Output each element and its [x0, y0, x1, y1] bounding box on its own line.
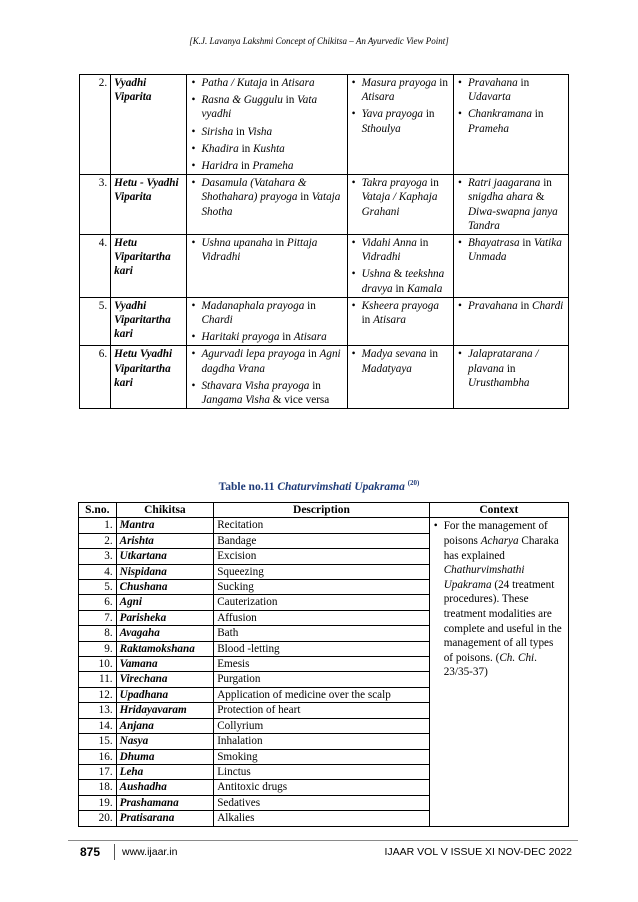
- bullet-text: in: [416, 237, 429, 250]
- bullet-item: [190, 93, 343, 121]
- running-header: [K.J. Lavanya Lakshmi Concept of Chikitsa – An Ayurvedic View Point]: [189, 36, 449, 46]
- header-chikitsa: Chikitsa: [116, 503, 214, 518]
- table-row: [80, 175, 569, 235]
- bullet-text: Haridra: [201, 160, 239, 173]
- bullet-text: in: [304, 299, 316, 312]
- context-cell: [429, 518, 568, 826]
- example-cell: [187, 175, 347, 235]
- bullet-text: Vataja / Kaphaja Grahani: [361, 191, 438, 218]
- chikitsa-description: Collyrium: [214, 718, 430, 733]
- bullet-text: Pravahana: [467, 299, 518, 312]
- bullet-text: Ratri jaagarana: [467, 177, 541, 190]
- bullet-text: Ushna: [361, 268, 391, 281]
- serial-number: 19.: [79, 795, 117, 810]
- chikitsa-description: Sucking: [214, 580, 430, 595]
- serial-number: 5.: [79, 580, 117, 595]
- page-footer: [68, 840, 578, 865]
- chikitsa-description: Inhalation: [214, 734, 430, 749]
- chikitsa-description: Linctus: [214, 764, 430, 779]
- serial-number: 4.: [79, 564, 117, 579]
- bullet-text: Madatyaya: [361, 362, 412, 375]
- chikitsa-description: Squeezing: [214, 564, 430, 579]
- bullet-item: [457, 176, 565, 233]
- bullet-text: teekshna dravya: [361, 268, 445, 295]
- bullet-item: [433, 519, 565, 680]
- context-text: . 23/35-37): [443, 651, 537, 679]
- bullet-text: Haritaki prayoga: [201, 331, 280, 344]
- bullet-list: [351, 236, 450, 296]
- bullet-text: Vatika Unmada: [467, 237, 562, 264]
- bullet-text: Urusthambha: [467, 376, 530, 389]
- bullet-text: Rasna & Guggulu: [201, 94, 283, 107]
- bullet-text: Vata vyadhi: [201, 94, 318, 121]
- example-cell: [453, 175, 568, 235]
- context-text: Ch. Chi: [499, 651, 535, 664]
- serial-number: 3.: [79, 549, 117, 564]
- serial-number: 14.: [79, 718, 117, 733]
- chikitsa-name: Nispidana: [116, 564, 214, 579]
- example-cell: [347, 297, 453, 346]
- bullet-item: [190, 159, 343, 173]
- bullet-text: Khadira: [201, 142, 239, 155]
- example-cell: [453, 297, 568, 346]
- header-description: Description: [214, 503, 430, 518]
- bullet-item: [351, 76, 450, 104]
- bullet-list: [457, 347, 565, 390]
- context-text: Charaka has explained: [443, 535, 559, 562]
- footer-divider: [114, 844, 115, 860]
- bullet-item: [190, 299, 343, 327]
- bullet-list: [351, 76, 450, 136]
- bullet-text: Atisara: [293, 331, 327, 344]
- serial-number: 13.: [79, 703, 117, 718]
- bullet-item: [457, 107, 565, 135]
- bullet-text: in: [540, 177, 552, 190]
- bullet-list: [190, 76, 343, 173]
- table-row: [79, 518, 569, 533]
- bullet-text: in: [361, 314, 374, 327]
- bullet-list: [190, 236, 343, 264]
- bullet-text: Udavarta: [467, 91, 511, 104]
- bullet-item: [457, 299, 565, 313]
- bullet-list: [351, 176, 450, 219]
- bullet-list: [190, 176, 343, 219]
- serial-number: 18.: [79, 780, 117, 795]
- bullet-text: in: [233, 125, 248, 138]
- table-caption: [0, 479, 638, 493]
- caption-prefix: Table no.11: [218, 480, 278, 493]
- chikitsa-description: Protection of heart: [214, 703, 430, 718]
- chikitsa-name: Nasya: [116, 734, 214, 749]
- example-cell: [187, 346, 347, 409]
- chikitsa-name: Virechana: [116, 672, 214, 687]
- bullet-text: Yava prayoga: [361, 108, 424, 121]
- bullet-text: Jalapratarana / plavana: [467, 348, 539, 375]
- chikitsa-name: Dhuma: [116, 749, 214, 764]
- bullet-item: [190, 330, 343, 344]
- treatment-type: Vyadhi Viparita: [111, 75, 187, 175]
- bullet-text: in: [297, 191, 312, 204]
- bullet-text: Kamala: [406, 282, 443, 295]
- chikitsa-description: Bandage: [214, 533, 430, 548]
- table-row: [80, 297, 569, 346]
- chikitsa-name: Leha: [116, 764, 214, 779]
- serial-number: 11.: [79, 672, 117, 687]
- chikitsa-description: Sedatives: [214, 795, 430, 810]
- bullet-text: &: [532, 191, 545, 204]
- row-number: 5.: [80, 297, 111, 346]
- bullet-text: Prameha: [467, 122, 509, 135]
- treatment-type: Hetu Vyadhi Viparitartha kari: [111, 346, 187, 409]
- bullet-text: in: [272, 237, 287, 250]
- example-cell: [453, 75, 568, 175]
- bullet-text: Prameha: [252, 160, 294, 173]
- journal-issue: IJAAR VOL V ISSUE XI NOV-DEC 2022: [384, 846, 572, 858]
- bullet-item: [351, 267, 450, 295]
- serial-number: 8.: [79, 626, 117, 641]
- row-number: 2.: [80, 75, 111, 175]
- chikitsa-name: Upadhana: [116, 687, 214, 702]
- bullet-text: Vidradhi: [361, 251, 401, 264]
- chikitsa-name: Vamana: [116, 657, 214, 672]
- chikitsa-description: Antitoxic drugs: [214, 780, 430, 795]
- example-cell: [453, 235, 568, 298]
- bullet-text: in: [517, 77, 530, 89]
- bullet-list: [190, 299, 343, 345]
- chikitsa-description: Affusion: [214, 610, 430, 625]
- chaturvimshati-upakrama-table: [78, 502, 569, 827]
- bullet-item: [190, 379, 343, 407]
- bullet-text: Diwa-swapna janya Tandra: [467, 205, 558, 232]
- chikitsa-name: Hridayavaram: [116, 703, 214, 718]
- bullet-text: snigdha ahara: [467, 191, 533, 204]
- bullet-list: [457, 299, 565, 313]
- header-context: Context: [429, 503, 568, 518]
- treatment-type: Vyadhi Viparitartha kari: [111, 297, 187, 346]
- bullet-text: Chankramana: [467, 108, 532, 121]
- row-number: 3.: [80, 175, 111, 235]
- bullet-text: Chardi: [531, 299, 564, 312]
- treatment-type: Hetu Viparitartha kari: [111, 235, 187, 298]
- chikitsa-description: Cauterization: [214, 595, 430, 610]
- bullet-item: [457, 76, 565, 104]
- serial-number: 6.: [79, 595, 117, 610]
- chikitsa-name: Arishta: [116, 533, 214, 548]
- bullet-text: in: [436, 77, 448, 89]
- row-number: 6.: [80, 346, 111, 409]
- bullet-text: Vidahi Anna: [361, 237, 417, 250]
- bullet-text: in: [282, 94, 298, 107]
- bullet-list: [457, 176, 565, 233]
- bullet-text: in: [309, 379, 321, 392]
- bullet-text: in: [279, 331, 294, 344]
- example-cell: [187, 235, 347, 298]
- example-cell: [187, 75, 347, 175]
- bullet-list: [351, 299, 450, 327]
- chikitsa-description: Application of medicine over the scalp: [214, 687, 430, 702]
- bullet-text: in: [426, 348, 439, 361]
- chikitsa-name: Pratisarana: [116, 811, 214, 826]
- bullet-text: Ksheera prayoga: [361, 299, 439, 312]
- example-cell: [347, 235, 453, 298]
- bullet-text: Sthoulya: [361, 122, 401, 135]
- chikitsa-name: Utkartana: [116, 549, 214, 564]
- table-row: [80, 346, 569, 409]
- chikitsa-name: Agni: [116, 595, 214, 610]
- journal-url: www.ijaar.in: [122, 846, 178, 858]
- bullet-text: Sirisha: [201, 125, 234, 138]
- bullet-text: & vice versa: [269, 394, 330, 407]
- bullet-text: Atisara: [361, 91, 395, 104]
- bullet-text: Kushta: [253, 142, 285, 155]
- table-row: [80, 75, 569, 175]
- example-cell: [347, 175, 453, 235]
- bullet-item: [190, 347, 343, 375]
- bullet-text: in: [532, 108, 544, 121]
- bullet-text: Jangama Visha: [201, 394, 270, 407]
- bullet-item: [457, 236, 565, 264]
- context-text: Chathurvimshathi Upakrama: [443, 564, 525, 591]
- caption-title: Chaturvimshati Upakrama: [277, 480, 405, 493]
- serial-number: 17.: [79, 764, 117, 779]
- chikitsa-name: Parisheka: [116, 610, 214, 625]
- bullet-item: [190, 236, 343, 264]
- bullet-list: [190, 347, 343, 407]
- chikitsa-name: Chushana: [116, 580, 214, 595]
- bullet-text: in: [519, 237, 534, 250]
- serial-number: 16.: [79, 749, 117, 764]
- serial-number: 10.: [79, 657, 117, 672]
- treatment-types-table: [79, 74, 569, 409]
- chikitsa-description: Emesis: [214, 657, 430, 672]
- chikitsa-description: Recitation: [214, 518, 430, 533]
- bullet-item: [351, 176, 450, 219]
- example-cell: [347, 75, 453, 175]
- bullet-text: in: [423, 108, 435, 121]
- context-text: Acharya: [480, 535, 519, 547]
- example-cell: [453, 346, 568, 409]
- bullet-item: [190, 176, 343, 219]
- bullet-text: Vataja Shotha: [201, 191, 341, 218]
- header-sno: S.no.: [79, 503, 117, 518]
- bullet-text: Sthavara Visha prayoga: [201, 379, 310, 392]
- table-header-row: [79, 503, 569, 518]
- bullet-text: in: [427, 177, 439, 190]
- bullet-text: in: [517, 299, 532, 312]
- bullet-text: Pittaja Vidradhi: [201, 237, 318, 264]
- bullet-text: Patha / Kutaja: [201, 77, 268, 89]
- chikitsa-name: Prashamana: [116, 795, 214, 810]
- bullet-text: &: [390, 268, 406, 281]
- bullet-text: Bhayatrasa: [467, 237, 520, 250]
- bullet-text: in: [238, 142, 254, 155]
- bullet-item: [351, 299, 450, 327]
- chikitsa-name: Anjana: [116, 718, 214, 733]
- serial-number: 15.: [79, 734, 117, 749]
- chikitsa-description: Smoking: [214, 749, 430, 764]
- example-cell: [187, 297, 347, 346]
- chikitsa-description: Blood -letting: [214, 641, 430, 656]
- page-number: 875: [80, 845, 101, 859]
- bullet-text: in: [238, 160, 253, 173]
- chikitsa-description: Bath: [214, 626, 430, 641]
- bullet-text: Agurvadi lepa prayoga: [201, 348, 306, 361]
- serial-number: 20.: [79, 811, 117, 826]
- bullet-text: in: [392, 282, 407, 295]
- bullet-text: Takra prayoga: [361, 177, 428, 190]
- bullet-list: [351, 347, 450, 375]
- chikitsa-name: Avagaha: [116, 626, 214, 641]
- bullet-list: [433, 519, 565, 680]
- row-number: 4.: [80, 235, 111, 298]
- bullet-list: [457, 236, 565, 264]
- bullet-text: Masura prayoga: [361, 77, 437, 89]
- bullet-item: [351, 236, 450, 264]
- bullet-text: Dasamula (Vatahara & Shothahara) prayoga: [201, 177, 307, 204]
- table-row: [80, 235, 569, 298]
- chikitsa-name: Aushadha: [116, 780, 214, 795]
- bullet-item: [190, 125, 343, 139]
- context-text: (24 treatment procedures). These treatment modalities are complete and useful in the management of all types of poisons. (: [443, 578, 562, 664]
- bullet-text: Agni dagdha Vrana: [201, 348, 341, 375]
- bullet-list: [457, 76, 565, 136]
- chikitsa-name: Mantra: [116, 518, 214, 533]
- caption-reference: (20): [407, 479, 420, 487]
- bullet-text: Visha: [247, 125, 273, 138]
- context-text: For the management of poisons: [443, 520, 548, 547]
- bullet-text: Chardi: [201, 314, 233, 327]
- chikitsa-description: Purgation: [214, 672, 430, 687]
- bullet-text: Atisara: [373, 314, 407, 327]
- treatment-type: Hetu - Vyadhi Viparita: [111, 175, 187, 235]
- bullet-item: [457, 347, 565, 390]
- serial-number: 7.: [79, 610, 117, 625]
- serial-number: 2.: [79, 533, 117, 548]
- bullet-text: Madanaphala prayoga: [201, 299, 305, 312]
- chikitsa-description: Alkalies: [214, 811, 430, 826]
- serial-number: 9.: [79, 641, 117, 656]
- serial-number: 1.: [79, 518, 117, 533]
- chikitsa-name: Raktamokshana: [116, 641, 214, 656]
- bullet-item: [190, 76, 343, 90]
- bullet-text: in: [504, 362, 516, 375]
- bullet-text: Ushna upanaha: [201, 237, 273, 250]
- bullet-text: Atisara: [281, 77, 315, 89]
- bullet-item: [351, 347, 450, 375]
- bullet-text: in: [267, 77, 282, 89]
- example-cell: [347, 346, 453, 409]
- serial-number: 12.: [79, 687, 117, 702]
- bullet-text: in: [305, 348, 320, 361]
- bullet-text: Pravahana: [467, 77, 518, 89]
- bullet-item: [351, 107, 450, 135]
- chikitsa-description: Excision: [214, 549, 430, 564]
- bullet-item: [190, 142, 343, 156]
- bullet-text: Madya sevana: [361, 348, 427, 361]
